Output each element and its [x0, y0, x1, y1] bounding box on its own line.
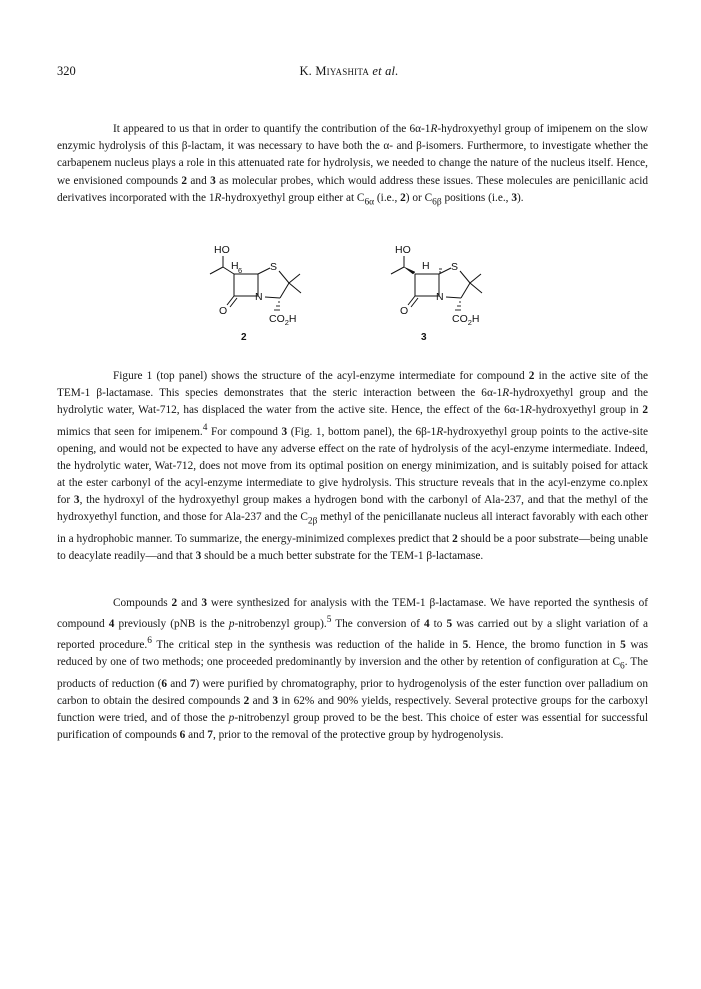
compound-3-label: 3: [421, 332, 427, 343]
methyl-b-bond: [470, 283, 482, 293]
author-surname: iyashita: [326, 64, 370, 78]
methyl-bond: [391, 267, 404, 274]
hydrogen-label: H: [231, 260, 239, 272]
paragraph-intro: It appeared to us that in order to quantify the contribution of the 6α-1R-hydroxyethyl group of imipenem on the slow enzymic hydrolysis of this β-lactam, it was necessary to have both the α- and β-isomers. Furthermore, to investigate whether the carbapenem nucleus plays a role in this attenuated rate for hydrolysis, we needed to change the nature of the nucleus itself. Hence, we envisioned compounds 2 and 3 as molecular probes, which would address these issues. These molecules are penicillanic acid derivatives incorporated with the 1R-hydroxyethyl group either at $C_{6\alpha}$ (i.e., 2) or $C_{6\beta}$ positions (i.e., 3).: [57, 123, 648, 208]
compound-2-structure: [210, 244, 301, 343]
hydroxyl-label: HO: [214, 244, 230, 256]
paragraph-modeling: Figure 1 (top panel) shows the structure of the acyl-enzyme intermediate for compound 2 in the active site of the TEM-1 β-lactamase. This species demonstrates that the steric interaction between the 6α-1R-hydroxyethyl group and the hydrolytic water, Wat-712, has displaced the water from the active site. Hence, the effect of the 6α-1R-hydroxyethyl group in 2 mimics that seen for imipenem.$^4$ For compound 3 (Fig. 1, bottom panel), the 6β-1R-hydroxyethyl group points to the active-site opening, and would not be expected to have any adverse effect on the rate of hydrolysis of the acyl-enzyme intermediate. Indeed, the hydrolytic water, Wat-712, does not move from its optimal position on energy minimization, and is suitably poised for attack at the ester carbonyl of the acyl-enzyme intermediate to give hydrolysis. This structure reveals that in the acyl-enzyme co.nplex for 3, the hydroxyl of the hydroxyethyl group makes a hydrogen bond with the carbonyl of Ala-237, and that the methyl of the hydroxyethyl function, and those for Ala-237 and the $C_{2\beta}$ methyl of the penicillanate nucleus all interact favorably with each other in a hydrophobic manner. To summarize, the energy-minimized complexes predict that 2 should be a poor substrate—being unable to deacylate readily—and that 3 should be a much better substrate for the TEM-1 β-lactamase.: [57, 370, 649, 563]
n-c3-bond: [446, 297, 461, 298]
sulfur-label: S: [451, 261, 459, 273]
c2-c3-bond: [461, 283, 470, 298]
nitrogen-label: N: [255, 291, 263, 303]
structures-svg: [190, 243, 520, 343]
page-header: [57, 64, 641, 84]
hydrogen-label: H: [422, 260, 430, 272]
c6-locant: 6: [238, 266, 243, 275]
author-initial: K. M: [299, 64, 327, 78]
c2-c3-bond: [280, 283, 289, 298]
et-al: et al.: [372, 64, 399, 78]
c5-s-bond: [258, 268, 270, 274]
methyl-a-bond: [470, 274, 481, 283]
paragraph-synthesis: Compounds 2 and 3 were synthesized for analysis with the TEM-1 β-lactamase. We have reported the synthesis of compound 4 previously (pNB is the p-nitrobenzyl group).$^5$ The conversion of 4 to 5 was carried out by a slight variation of a reported procedure.$^6$ The critical step in the synthesis was reduction of the halide in 5. Hence, the bromo function in 5 was reduced by one of two methods; one proceeded predominantly by inversion and the other by retention of configuration at $C_6$. The products of reduction (6 and 7) were purified by chromatography, prior to hydrogenolysis of the ester function over palladium on carbon to obtain the desired compounds 2 and 3 in 62% and 90% yields, respectively. Several protective groups for the carboxyl function were tried, and of those the p-nitrobenzyl group proved to be the best. This choice of ester was essential for successful purification of compounds 6 and 7, prior to the removal of the protective group by hydrogenolysis.: [57, 597, 649, 742]
compound-2-label: 2: [241, 332, 247, 343]
methyl-a-bond: [289, 274, 300, 283]
carboxyl-label: $CO_2H$: [452, 313, 480, 327]
hydroxyl-label: HO: [395, 244, 411, 256]
s-c2-bond: [279, 271, 289, 283]
compound-3-structure: [391, 244, 482, 343]
oxygen-label: O: [400, 305, 409, 317]
nitrogen-label: N: [436, 291, 444, 303]
methyl-b-bond: [289, 283, 301, 293]
s-c2-bond: [460, 271, 470, 283]
running-head: [57, 64, 641, 79]
oxygen-label: O: [219, 305, 228, 317]
sulfur-label: S: [270, 261, 278, 273]
carboxyl-label: $CO_2H$: [269, 313, 297, 327]
n-c3-bond: [265, 297, 280, 298]
wedge-bond: [404, 267, 415, 274]
chemical-structures: [190, 243, 520, 343]
methyl-bond: [210, 267, 223, 274]
page-number: 320: [57, 64, 76, 78]
